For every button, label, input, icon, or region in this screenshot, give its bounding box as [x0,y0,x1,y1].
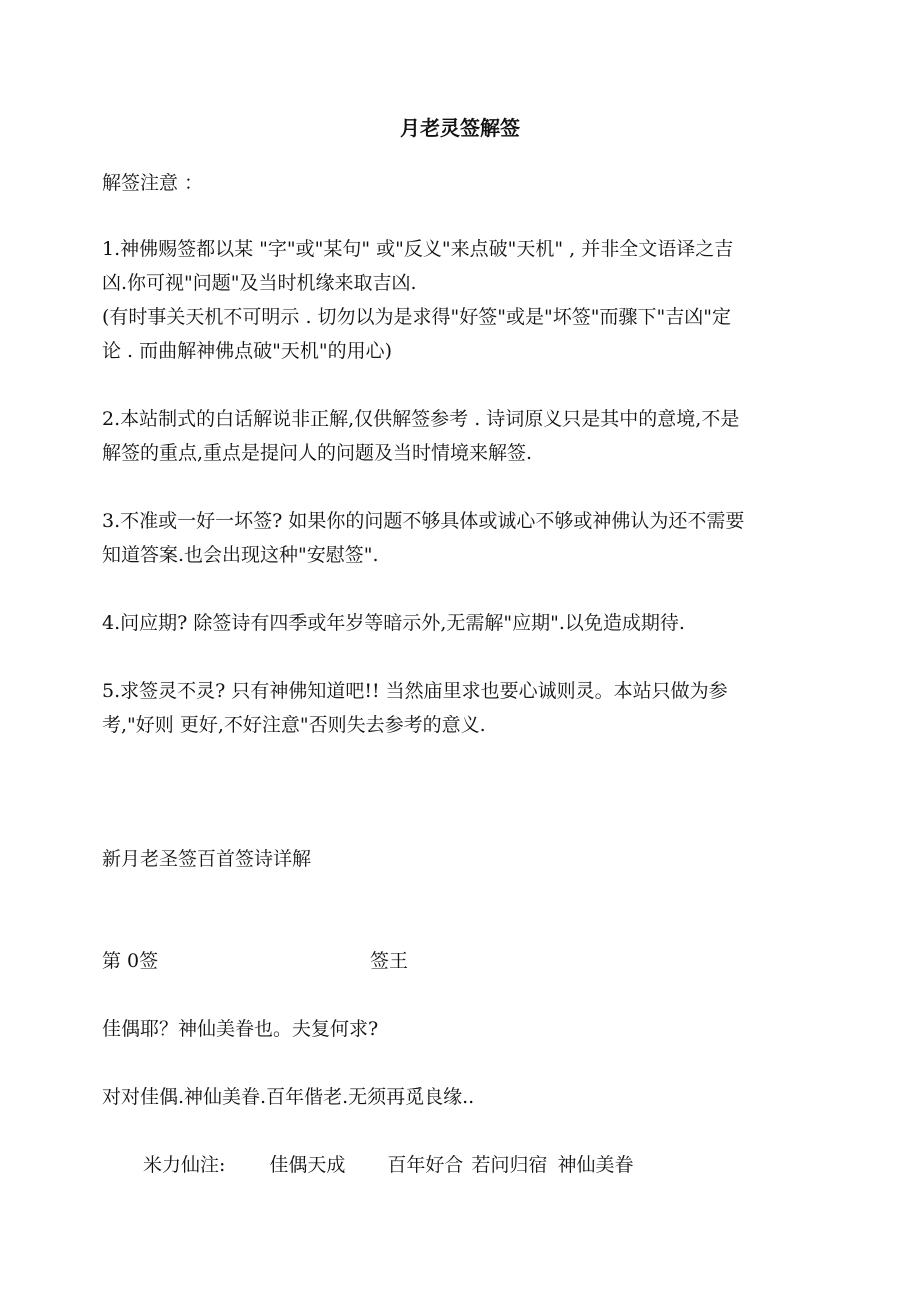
sign-number: 第 0签 [102,950,159,972]
notice-heading: 解签注意 ： [102,172,204,194]
rule-1-note-line-1: (有时事关天机不可明示 . 切勿以为是求得"好签"或是"坏签"而骤下"吉凶"定 [102,306,731,328]
sign-note-line [143,1148,863,1182]
rule-2-line-1: 2.本站制式的白话解说非正解,仅供解签参考 . 诗词原义只是其中的意境,不是 [102,408,740,430]
rule-5-line-1: 5.求签灵不灵? 只有神佛知道吧!! 当然庙里求也要心诚则灵。本站只做为参 [102,680,728,702]
note-phrase: 百年好合 [387,1154,464,1176]
rule-2-line-2: 解签的重点,重点是提问人的问题及当时情境来解签. [102,442,533,464]
sign-note [143,1148,863,1182]
rule-1-line-2: 凶.你可视"问题"及当时机缘来取吉凶. [102,272,417,294]
rule-1-note-line-2: 论 . 而曲解神佛点破"天机"的用心) [102,340,393,362]
section-heading: 新月老圣签百首签诗详解 [102,848,312,870]
rule-1 [102,232,822,300]
note-label: 米力仙注: [143,1154,226,1176]
rule-4 [102,606,822,640]
note-phrase: 若问归宿 [471,1154,548,1176]
sign-poem: 佳偶耶？神仙美眷也。夫复何求? [102,1018,379,1040]
note-phrase: 神仙美眷 [557,1154,634,1176]
page-title: 月老灵签解签 [400,116,520,140]
rule-4-line-1: 4.问应期? 除签诗有四季或年岁等暗示外,无需解"应期".以免造成期待. [102,612,685,634]
rule-3-line-1: 3.不准或一好一坏签? 如果你的问题不够具体或诚心不够或神佛认为还不需要 [102,510,745,532]
rule-3 [102,504,822,572]
note-phrase: 佳偶天成 [269,1154,346,1176]
sign-header [102,944,822,978]
rule-5-line-2: 考,"好则 更好,不好注意"否则失去参考的意义. [102,714,486,736]
rule-2 [102,402,822,470]
rule-1-note [102,300,822,368]
rule-5 [102,674,822,742]
rule-3-line-2: 知道答案.也会出现这种"安慰签". [102,544,379,566]
sign-name: 签王 [370,950,409,972]
rule-1-line-1: 1.神佛赐签都以某 "字"或"某句" 或"反义"来点破"天机" , 并非全文语译之吉 [102,238,734,260]
sign-explanation: 对对佳偶.神仙美眷.百年偕老.无须再觅良缘.. [102,1086,475,1108]
